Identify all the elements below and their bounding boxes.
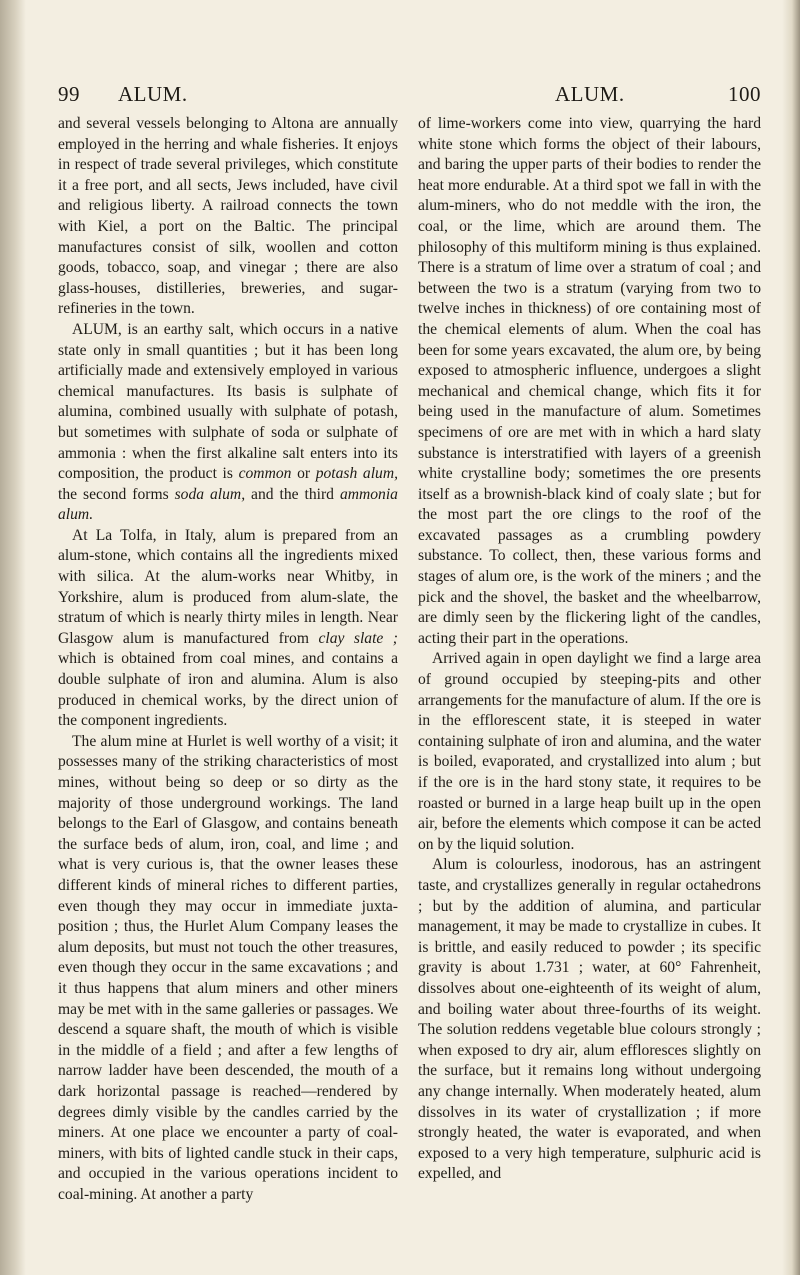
left-page-number: 99 xyxy=(58,82,80,106)
left-text-column xyxy=(58,114,398,1205)
right-text-column xyxy=(418,114,761,1185)
italic-term: common xyxy=(238,465,292,483)
paragraph-alum-properties: Alum is colourless, inodorous, has an astringent taste, and crystallizes generally in regular octahedrons ; but by the addition of alumina, and particular management, it may be made to crystallize in cubes. It is brittle, and easily reduced to powder ; its specific gravity is about 1.731 ; water, at 60° Fahrenheit, dissolves about one-eighteenth of its weight of alum, and boiling water about three-fourths of its weight. The solution reddens vegetable blue colours strongly ; when exposed to dry air, alum effloresces slightly on the surface, but it remains long without undergoing any change internally. When moderately heated, alum dissolves in its water of crystallization ; if more strongly heated, the water is evaporated, and when exposed to a very high temperature, sulphuric acid is expelled, and xyxy=(418,856,761,1183)
right-page-header xyxy=(418,82,761,108)
italic-term: soda alum, xyxy=(174,485,246,503)
right-page-number: 100 xyxy=(728,82,761,106)
text-run: At La Tolfa, in Italy, alum is prepared from an alum-stone, which contains all the ingredients mixed with silica. At the alum-works near Whitby, in Yorkshire, alum is produced from alum-slate, the stratum of which is nearly thirty miles in length. Near Glasgow alum is manufactured from xyxy=(58,526,398,647)
italic-term: potash alum, xyxy=(315,465,398,483)
text-run: and the third xyxy=(245,485,340,503)
left-page-header xyxy=(58,82,398,108)
left-running-head: ALUM. xyxy=(118,82,188,106)
paragraph-alum-definition xyxy=(58,320,398,526)
book-binding-shadow xyxy=(0,0,26,1275)
text-run: or xyxy=(291,465,316,483)
italic-term: clay slate ; xyxy=(318,629,399,647)
paragraph-la-tolfa xyxy=(58,526,398,732)
text-run: ALUM, is an earthy salt, which occurs in a native state only in small quantities ; but it has been long artificially made and extensively employed in various chemical manufactures. Its basis is sulphate of alumina, combined usually with sulphate of potash, but sometimes with sulphate of soda or sulphate of ammonia : when the first alkaline salt enters into its composition, the product is xyxy=(58,320,398,483)
paragraph-mining-continued: of lime-workers come into view, quarrying the hard white stone which forms the object of their labours, and baring the upper parts of their bodies to render the heat more endurable. At a third spot we fall in with the alum-miners, who do not meddle with the iron, the coal, or the lime, which are around them. The philosophy of this multiform mining is thus explained. There is a stratum of lime over a stratum of coal ; and between the two is a stratum (varying from two to twelve inches in thickness) of ore containing most of the chemical elements of alum. When the coal has been for some years excavated, the alum ore, by being exposed to atmospheric influence, undergoes a slight mechanical and chemical change, which fits it for being used in the manufacture of alum. Sometimes specimens of ore are met with in which a hard slaty substance is interstratified with layers of a greenish white crystalline body; sometimes the ore presents itself as a brownish-black kind of coaly slate ; but for the most part the ore clings to the roof of the excavated passages as a crumbling powdery substance. To collect, then, these various forms and stages of alum ore, is the work of the miners ; and the pick and the shovel, the basket and the wheelbarrow, are dimly seen by the flickering light of the candles, acting their part in the operations. xyxy=(418,115,761,647)
right-running-head: ALUM. xyxy=(555,82,625,106)
paragraph-hurlet-mine: The alum mine at Hurlet is well worthy of a visit; it possesses many of the striking characteristics of most mines, without being so deep or so dirty as the majority of those underground workings. The land belongs to the Earl of Glasgow, and contains beneath the surface beds of alum, iron, coal, and lime ; and what is very curious is, that the owner leases these different kinds of mineral riches to different parties, even though they may occur in immediate juxta-position ; thus, the Hurlet Alum Company leases the alum deposits, but must not touch the other treasures, even though they occur in the same excavations ; and it thus happens that alum miners and other miners may be met with in the same galleries or passages. We descend a square shaft, the mouth of which is visible in the middle of a field ; and after a few lengths of narrow ladder have been descended, the mouth of a dark horizontal passage is reached—rendered by degrees dimly visible by the candles carried by the miners. At one place we encounter a party of coal-miners, with bits of lighted candle stuck in their caps, and occupied in the various operations incident to coal-mining. At another a party xyxy=(58,732,398,1203)
italic-term: ammonia alum. xyxy=(58,485,398,524)
page-edge-shadow xyxy=(782,0,800,1275)
text-run: the second forms xyxy=(58,485,175,503)
paragraph-steeping-pits: Arrived again in open daylight we find a large area of ground occupied by steeping-pits and other arrangements for the manufacture of alum. If the ore is in the efflorescent state, it is steeped in water containing sulphate of iron and alumina, and the water is boiled, evaporated, and crystallized into alum ; but if the ore is in the hard stony state, it requires to be roasted or burned in a large heap built up in the open air, before the elements which compose it can be acted on by the liquid solution. xyxy=(418,650,761,853)
text-run: which is obtained from coal mines, and contains a double sulphate of iron and alumina. Alum is also produced in chemical works, by the direct union of the component ingredients. xyxy=(58,650,398,730)
paragraph-altona-continued: and several vessels belonging to Altona are annually employed in the herring and whale fisheries. It enjoys in respect of trade several privileges, which constitute it a free port, and all sects, Jews included, have civil and religious liberty. A railroad connects the town with Kiel, a port on the Baltic. The principal manufactures consist of silk, woollen and cotton goods, tobacco, soap, and vinegar ; there are also glass-houses, distilleries, breweries, and sugar-refineries in the town. xyxy=(58,115,398,318)
